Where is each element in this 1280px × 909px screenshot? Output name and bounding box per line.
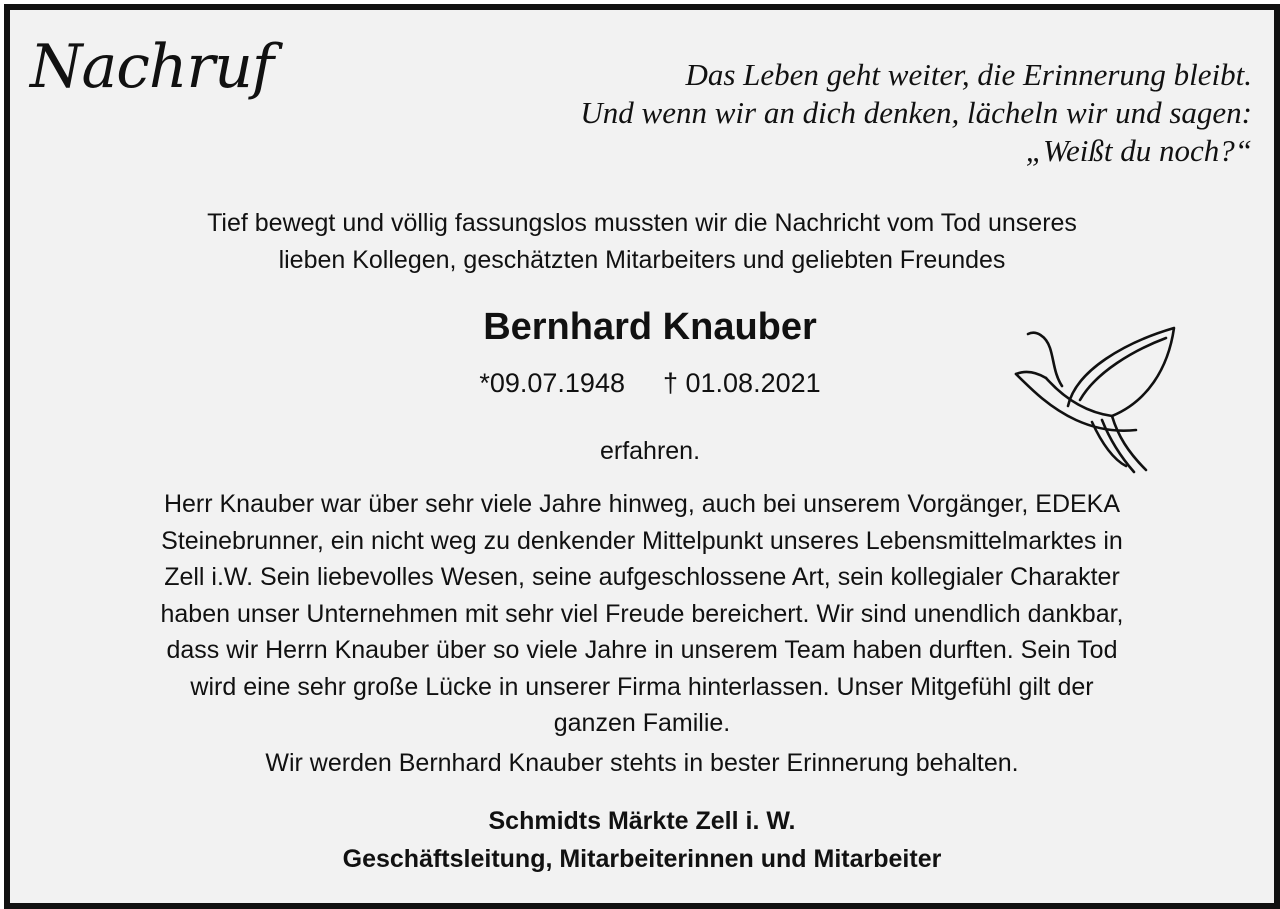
- memorial-quote: [432, 56, 1252, 170]
- quote-line: Und wenn wir an dich denken, lächeln wir und sagen:: [580, 95, 1252, 130]
- intro-line: lieben Kollegen, geschätzten Mitarbeiters und geliebten Freundes: [278, 246, 1006, 274]
- obituary-heading: Nachruf: [30, 32, 274, 102]
- closing-text: Wir werden Bernhard Knauber stehts in bester Erinnerung behalten.: [265, 749, 1019, 777]
- signature-company: Schmidts Märkte Zell i. W.: [488, 807, 796, 835]
- intro-text: [50, 205, 1234, 279]
- death-date: † 01.08.2021: [662, 368, 821, 398]
- quote-line: „Weißt du noch?“: [1025, 133, 1252, 168]
- life-dates: [250, 368, 1050, 399]
- tribute-line: wird eine sehr große Lücke in unserer Firma hinterlassen. Unser Mitgefühl gilt der: [190, 672, 1094, 701]
- tribute-line: ganzen Familie.: [553, 709, 731, 737]
- tribute-text: [40, 486, 1244, 742]
- obituary-notice: [4, 4, 1280, 909]
- tribute-line: Herr Knauber war über sehr viele Jahre hinweg, auch bei unserem Vorgänger, EDEKA: [163, 490, 1121, 518]
- intro-line: Tief bewegt und völlig fassungslos mussten wir die Nachricht vom Tod unseres: [207, 209, 1077, 237]
- tribute-line: dass wir Herrn Knauber über so viele Jahre in unserem Team haben durften. Sein Tod: [166, 636, 1118, 664]
- tribute-line: Zell i.W. Sein liebevolles Wesen, seine aufgeschlossene Art, sein kollegialer Charakter: [164, 563, 1120, 591]
- tribute-line: Steinebrunner, ein nicht weg zu denkender Mittelpunkt unseres Lebensmittelmarktes in: [161, 526, 1123, 555]
- birth-date: *09.07.1948: [479, 368, 625, 398]
- signature-group: Geschäftsleitung, Mitarbeiterinnen und Mitarbeiter: [342, 845, 942, 873]
- deceased-name: Bernhard Knauber: [483, 306, 817, 348]
- tribute-line: haben unser Unternehmen mit sehr viel Freude bereichert. Wir sind unendlich dankbar,: [160, 599, 1124, 628]
- received-text: erfahren.: [599, 437, 701, 465]
- quote-line: Das Leben geht weiter, die Erinnerung bleibt.: [685, 57, 1252, 92]
